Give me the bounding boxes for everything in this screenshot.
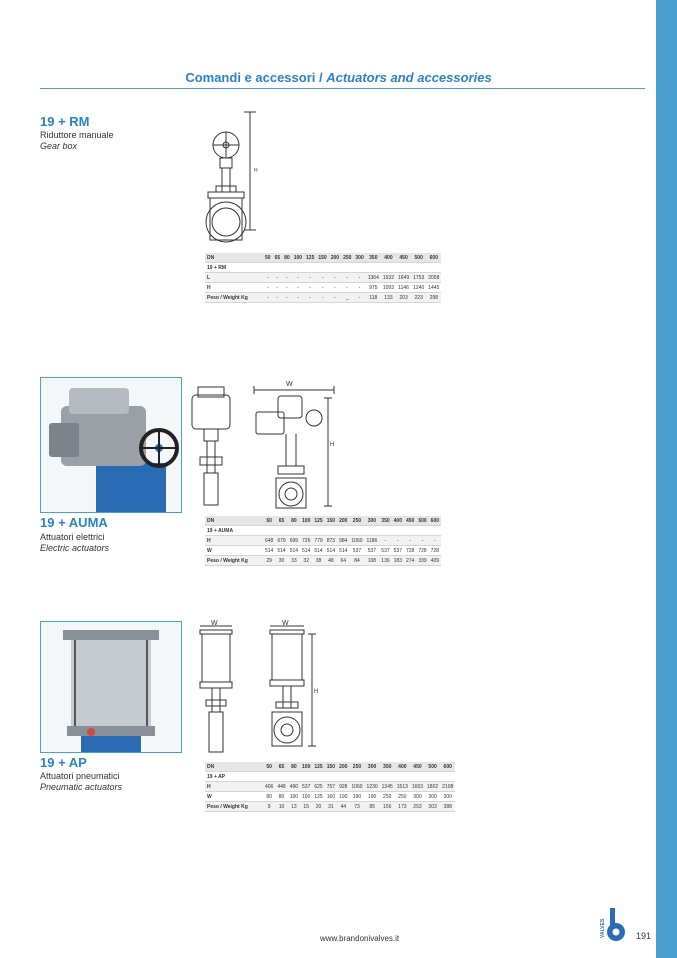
value-cell: 406	[265, 783, 274, 790]
value-cell: 9	[263, 802, 275, 812]
value-cell: 108	[365, 556, 380, 566]
header-dn-cell: 600	[430, 517, 440, 524]
table-row	[205, 283, 441, 293]
value-cell: 514	[277, 547, 286, 554]
header-dn-cell: 450	[410, 762, 425, 772]
value-cell: 1240	[413, 284, 425, 291]
value-cell: 136	[381, 557, 390, 564]
value-cell: 190	[339, 793, 348, 800]
table-header-row	[205, 516, 441, 526]
value-cell: 728	[418, 547, 427, 554]
model-row	[205, 526, 441, 536]
empty-cell	[337, 772, 349, 782]
table-row	[205, 536, 441, 546]
value-cell: 160	[326, 793, 336, 800]
value-cell: -	[304, 293, 316, 303]
empty-cell	[440, 772, 455, 782]
value-cell: 1445	[428, 284, 440, 291]
value-cell: 118	[366, 293, 381, 303]
value-cell: 80	[275, 792, 287, 802]
value-cell: 1186	[366, 537, 378, 544]
value-cell: -	[353, 273, 365, 283]
row-label-cell: H	[205, 283, 263, 293]
header-dn-cell: 400	[395, 762, 410, 772]
value-cell: 388	[440, 802, 455, 812]
empty-cell	[300, 772, 312, 782]
value-cell: 33	[288, 556, 300, 566]
value-cell: 409	[430, 557, 440, 564]
empty-cell	[381, 263, 396, 273]
ap-front-drawing	[264, 620, 324, 755]
header-dn-cell: 80	[284, 254, 290, 261]
value-cell: 1653	[411, 783, 424, 790]
value-cell: 537	[302, 783, 311, 790]
value-cell: 728	[430, 547, 440, 554]
header-dn-cell: 80	[288, 762, 300, 772]
header-dn-cell: 125	[314, 763, 323, 770]
header-dn-cell: 500	[418, 517, 427, 524]
empty-cell	[325, 772, 337, 782]
value-cell: 625	[314, 783, 323, 790]
header-dn-cell: 100	[293, 254, 303, 261]
model-label-cell: 19 + RM	[205, 263, 263, 273]
value-cell: 1364	[367, 274, 379, 281]
empty-cell	[411, 263, 426, 273]
side-accent-stripe	[656, 0, 677, 958]
row-label-cell: W	[205, 792, 263, 802]
page-number: 191	[636, 931, 652, 941]
empty-cell	[292, 263, 304, 273]
empty-cell	[366, 263, 381, 273]
header-dn-cell: 125	[314, 517, 323, 524]
auma-actuator-photo	[40, 377, 182, 513]
header-dn-cell: 200	[339, 517, 348, 524]
empty-cell	[337, 526, 349, 536]
value-cell: 253	[410, 802, 425, 812]
value-cell: 514	[289, 547, 299, 554]
value-cell: -	[292, 283, 304, 293]
value-cell: 300	[410, 792, 425, 802]
value-cell: -	[416, 536, 428, 546]
value-cell: -	[282, 293, 292, 303]
value-cell: 44	[337, 802, 349, 812]
value-cell: 2058	[428, 274, 440, 281]
empty-cell	[404, 526, 416, 536]
empty-cell	[353, 263, 365, 273]
empty-cell	[396, 263, 411, 273]
table-row	[205, 802, 455, 812]
gear-box-drawing	[200, 100, 270, 250]
header-dn-cell: 150	[326, 763, 336, 770]
value-cell: 84	[349, 556, 364, 566]
value-cell: 537	[393, 547, 402, 554]
value-cell: 537	[349, 546, 364, 556]
header-dn-cell: 600	[440, 762, 455, 772]
header-dn-cell: 200	[339, 763, 348, 770]
row-label-cell: H	[205, 536, 263, 546]
value-cell: 679	[277, 537, 286, 544]
value-cell: 10	[275, 802, 287, 812]
value-cell: 1753	[413, 274, 425, 281]
header-label-cell: DN	[205, 762, 263, 772]
value-cell: 31	[325, 802, 337, 812]
row-label-cell: Peso / Weight Kg	[205, 293, 263, 303]
header-dn-cell: 250	[349, 516, 364, 526]
header-dn-cell: 350	[380, 762, 395, 772]
value-cell: 29	[263, 556, 275, 566]
header-dn-cell: 50	[263, 762, 275, 772]
table-row	[205, 556, 441, 566]
auma-spec-table	[205, 516, 441, 566]
header-dn-cell: 125	[306, 254, 315, 261]
value-cell: 928	[339, 783, 348, 790]
value-cell: -	[304, 283, 316, 293]
empty-cell	[275, 526, 287, 536]
value-cell: 873	[326, 537, 336, 544]
value-cell: 1230	[366, 783, 378, 790]
empty-cell	[275, 772, 287, 782]
header-dn-cell: 150	[326, 517, 336, 524]
value-cell: 73	[349, 802, 364, 812]
empty-cell	[304, 263, 316, 273]
row-label-cell: W	[205, 546, 263, 556]
value-cell: -	[404, 536, 416, 546]
value-cell: -	[316, 283, 328, 293]
auma-dim-w-label: W	[286, 381, 293, 388]
empty-cell	[349, 772, 364, 782]
value-cell: -	[282, 273, 292, 283]
header-dn-cell: 100	[302, 763, 311, 770]
value-cell: -	[379, 536, 391, 546]
empty-cell	[300, 526, 312, 536]
ap-dim-w2-label: W	[282, 620, 289, 627]
header-dn-cell: 250	[343, 254, 352, 261]
model-label-cell: 19 + AUMA	[205, 526, 263, 536]
value-cell: 514	[265, 547, 274, 554]
empty-cell	[263, 526, 275, 536]
row-label-cell: Peso / Weight Kg	[205, 802, 263, 812]
section-rm-title: 19 + RM	[40, 114, 90, 129]
header-dn-cell: 350	[366, 253, 381, 263]
value-cell: 537	[381, 547, 390, 554]
empty-cell	[392, 526, 404, 536]
header-dn-cell: 450	[405, 517, 415, 524]
value-cell: -	[304, 273, 316, 283]
value-cell: 1345	[381, 783, 393, 790]
row-label-cell: L	[205, 273, 263, 283]
header-dn-cell: 300	[365, 516, 380, 526]
auma-side-drawing	[186, 385, 236, 510]
empty-cell	[263, 263, 273, 273]
value-cell: _	[341, 293, 353, 303]
value-cell: 85	[365, 802, 380, 812]
value-cell: -	[392, 536, 404, 546]
empty-cell	[426, 263, 441, 273]
value-cell: 30	[275, 556, 287, 566]
value-cell: -	[282, 283, 292, 293]
value-cell: 300	[425, 792, 440, 802]
empty-cell	[329, 263, 341, 273]
value-cell: -	[292, 293, 304, 303]
value-cell: -	[263, 273, 273, 283]
value-cell: 975	[366, 283, 381, 293]
value-cell: 1060	[351, 537, 363, 544]
footer-url: www.brandonivalves.it	[320, 934, 400, 943]
model-row	[205, 772, 455, 782]
empty-cell	[380, 772, 395, 782]
value-cell: 15	[300, 802, 312, 812]
value-cell: 1649	[398, 274, 410, 281]
value-cell: 448	[277, 783, 286, 790]
empty-cell	[263, 772, 275, 782]
table-row	[205, 782, 455, 792]
value-cell: 274	[405, 557, 415, 564]
header-dn-cell: 350	[381, 517, 390, 524]
empty-cell	[312, 772, 324, 782]
value-cell: 48	[325, 556, 337, 566]
section-auma-title: 19 + AUMA	[40, 515, 108, 530]
empty-cell	[282, 263, 292, 273]
empty-cell	[288, 526, 300, 536]
value-cell: -	[273, 293, 283, 303]
header-dn-cell: 65	[274, 254, 281, 261]
value-cell: 100	[302, 793, 311, 800]
value-cell: 514	[314, 547, 323, 554]
value-cell: 514	[326, 547, 336, 554]
header-dn-cell: 500	[425, 762, 440, 772]
header-label-cell: DN	[205, 516, 263, 526]
value-cell: 514	[302, 547, 311, 554]
empty-cell	[410, 772, 425, 782]
empty-cell	[379, 526, 391, 536]
model-row	[205, 263, 441, 273]
row-label-cell: Peso / Weight Kg	[205, 556, 263, 566]
value-cell: 250	[380, 792, 395, 802]
header-dn-cell: 50	[263, 516, 275, 526]
ap-spec-table	[205, 762, 455, 812]
value-cell: 1513	[396, 783, 408, 790]
empty-cell	[416, 526, 428, 536]
title-rule	[40, 88, 645, 89]
value-cell: 514	[339, 547, 348, 554]
value-cell: 1532	[382, 274, 394, 281]
table-row	[205, 792, 455, 802]
value-cell: 537	[365, 546, 380, 556]
row-label-cell: H	[205, 782, 263, 792]
value-cell: 223	[411, 293, 426, 303]
value-cell: 648	[265, 537, 274, 544]
value-cell: 250	[395, 792, 410, 802]
header-dn-cell: 50	[265, 254, 271, 261]
value-cell: 133	[381, 293, 396, 303]
ap-dim-h-label: H	[314, 689, 319, 695]
page-title: Comandi e accessori / Actuators and accessories	[185, 70, 492, 85]
value-cell: 1093	[382, 284, 394, 291]
empty-cell	[312, 526, 324, 536]
value-cell: -	[263, 283, 273, 293]
header-dn-cell: 80	[288, 516, 300, 526]
value-cell: -	[316, 293, 328, 303]
value-cell: -	[329, 273, 341, 283]
value-cell: 1802	[427, 783, 439, 790]
header-label-cell: DN	[205, 253, 263, 263]
header-dn-cell: 400	[381, 253, 396, 263]
value-cell: -	[341, 283, 353, 293]
empty-cell	[325, 526, 337, 536]
header-dn-cell: 500	[411, 253, 426, 263]
empty-cell	[365, 772, 380, 782]
header-dn-cell: 65	[275, 516, 287, 526]
brandoni-logo	[598, 908, 628, 944]
auma-dim-h-label: H	[330, 442, 335, 448]
value-cell: 490	[289, 783, 299, 790]
header-dn-cell: 200	[330, 254, 340, 261]
value-cell: 156	[380, 802, 395, 812]
value-cell: 38	[312, 556, 324, 566]
value-cell: 173	[395, 802, 410, 812]
value-cell: -	[353, 293, 365, 303]
value-cell: -	[273, 273, 283, 283]
header-dn-cell: 300	[355, 254, 364, 261]
model-label-cell: 19 + AP	[205, 772, 263, 782]
value-cell: 1060	[351, 783, 363, 790]
value-cell: -	[273, 283, 283, 293]
value-cell: 1146	[396, 283, 411, 293]
table-header-row	[205, 253, 441, 263]
value-cell: 125	[314, 793, 323, 800]
header-dn-cell: 600	[426, 253, 441, 263]
value-cell: 183	[393, 557, 402, 564]
value-cell: -	[429, 536, 441, 546]
pneumatic-actuator-photo	[40, 621, 182, 753]
empty-cell	[365, 526, 380, 536]
header-dn-cell: 65	[275, 762, 287, 772]
value-cell: -	[292, 273, 304, 283]
section-ap-title: 19 + AP	[40, 755, 87, 770]
empty-cell	[273, 263, 283, 273]
rm-spec-table	[205, 253, 441, 303]
empty-cell	[425, 772, 440, 782]
value-cell: 190	[365, 792, 380, 802]
value-cell: -	[316, 273, 328, 283]
header-dn-cell: 250	[349, 762, 364, 772]
value-cell: 190	[349, 792, 364, 802]
section-rm-subtitle: Riduttore manuale Gear box	[40, 130, 114, 151]
value-cell: 2108	[442, 783, 454, 790]
value-cell: 779	[314, 537, 323, 544]
value-cell: 726	[302, 537, 311, 544]
header-dn-cell: 450	[396, 253, 411, 263]
header-dn-cell: 400	[393, 517, 402, 524]
ap-dim-w1-label: W	[211, 620, 218, 627]
value-cell: 64	[337, 556, 349, 566]
header-dn-cell: 150	[318, 254, 327, 261]
ap-side-drawing	[196, 620, 236, 755]
value-cell: 300	[440, 792, 455, 802]
empty-cell	[341, 263, 353, 273]
rm-dim-h-label: H	[254, 168, 258, 174]
section-ap-subtitle: Attuatori pneumatici Pneumatic actuators	[40, 771, 123, 792]
header-dn-cell: 300	[365, 762, 380, 772]
value-cell: 20	[312, 802, 324, 812]
empty-cell	[316, 263, 328, 273]
value-cell: 80	[263, 792, 275, 802]
table-row	[205, 293, 441, 303]
empty-cell	[395, 772, 410, 782]
value-cell: 13	[288, 802, 300, 812]
table-row	[205, 546, 441, 556]
value-cell: -	[263, 293, 273, 303]
value-cell: 203	[396, 293, 411, 303]
table-header-row	[205, 762, 455, 772]
value-cell: 303	[425, 802, 440, 812]
value-cell: 100	[289, 793, 299, 800]
value-cell: 699	[289, 537, 299, 544]
value-cell: 298	[426, 293, 441, 303]
empty-cell	[288, 772, 300, 782]
value-cell: 32	[300, 556, 312, 566]
value-cell: -	[329, 283, 341, 293]
logo-text: VALVES	[600, 918, 606, 938]
value-cell: 728	[405, 547, 415, 554]
auma-front-drawing	[248, 378, 338, 512]
value-cell: 984	[339, 537, 348, 544]
empty-cell	[429, 526, 441, 536]
value-cell: -	[341, 273, 353, 283]
header-dn-cell: 100	[302, 517, 311, 524]
value-cell: 757	[326, 783, 336, 790]
empty-cell	[349, 526, 364, 536]
value-cell: 339	[418, 557, 427, 564]
table-row	[205, 273, 441, 283]
value-cell: -	[353, 283, 365, 293]
section-auma-subtitle: Attuatori elettrici Electric actuators	[40, 532, 110, 553]
value-cell: -	[329, 293, 341, 303]
